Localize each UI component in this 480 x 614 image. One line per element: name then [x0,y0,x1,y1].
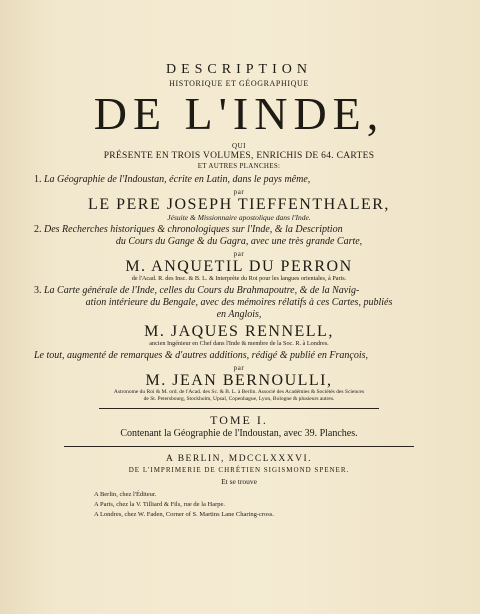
heading-presente: PRÉSENTE EN TROIS VOLUMES, ENRICHIS DE 64. CARTES [103,151,375,161]
divider-rule-1 [99,408,379,409]
tome-label: TOME I. [210,413,268,427]
imprint-seller-berlin: A Berlin, chez l'Éditeur. [94,491,157,498]
item3-line1 [34,285,444,297]
conclusion-author: M. JEAN BERNOULLI, [145,372,333,389]
imprint-trouve: Et se trouve [221,477,257,486]
item1-role: Jésuite & Missionnaire apostolique dans l'Inde. [167,213,311,222]
item2-number: 2. [34,224,42,235]
item3-author: M. JAQUES RENNELL, [144,323,334,340]
item2-line1 [34,224,444,236]
item1-line [34,174,444,186]
item1-number: 1. [34,174,42,185]
conclusion-role-1: Astronome du Roi & M. ord. de l'Acad. des Sc. & B. L. à Berlin. Associé des Académies & Sociétés des Sciences [113,389,365,395]
item1-par: par [233,188,245,196]
heading-description: DESCRIPTION [165,62,312,77]
divider-rule-2 [64,446,414,447]
imprint-seller-paris: A Paris, chez la V. Tilliard & Fils, rue de la Harpe. [94,501,226,508]
item2-par: par [233,250,245,258]
item2-author: M. ANQUETIL DU PERRON [125,258,353,275]
tome-content: Contenant la Géographie de l'Indoustan, avec 39. Planches. [120,428,358,439]
conclusion-line: Le tout, augmenté de remarques & d'autres additions, rédigé & publié en François, [34,350,369,361]
item2-role: de l'Acad. R. des Insc. & B. L. & Interprète du Roi pour les langues orientales, à Paris. [131,275,347,282]
heading-main-title: DE L'INDE, [93,88,385,139]
item3-number: 3. [34,285,42,296]
item1-author: LE PERE JOSEPH TIEFFENTHALER, [88,196,390,213]
conclusion-par: par [233,364,245,372]
title-block [34,62,444,520]
heading-autres: ET AUTRES PLANCHES: [197,162,281,170]
item2-text-2: du Cours du Gange & du Gagra, avec une très grande Carte, [115,236,363,247]
imprint-printer: DE L'IMPRIMERIE DE CHRÉTIEN SIGISMOND SPENER. [128,466,350,474]
item3-text-2: ation intérieure du Bengale, avec des mémoires rélatifs à ces Cartes, publiés [85,297,393,308]
imprint-seller-london: A Londres, chez W. Faden, Corner of S. Martins Lane Charing-cross. [94,511,274,518]
conclusion-role-2: de St. Petersbourg, Stockholm, Upsal, Copenhague, Lyon, Bologne & plusieurs autres. [143,396,335,402]
item3-role: ancien Ingénieur en Chef dans l'Inde & membre de la Soc. R. à Londres. [149,340,329,347]
heading-qui: QUI [232,142,246,150]
item1-text: La Géographie de l'Indoustan, écrite en Latin, dans le pays même, [44,174,311,185]
heading-historique: HISTORIQUE ET GÉOGRAPHIQUE [169,79,309,88]
item2-text-1: Des Recherches historiques & chronologiques sur l'Inde, & la Description [44,224,343,235]
item3-text-1: La Carte générale de l'Inde, celles du Cours du Brahmapoutre, & de la Navig- [44,285,360,296]
item3-text-3: en Anglois, [216,309,262,320]
imprint-city: A BERLIN, MDCCLXXXVI. [165,454,313,464]
